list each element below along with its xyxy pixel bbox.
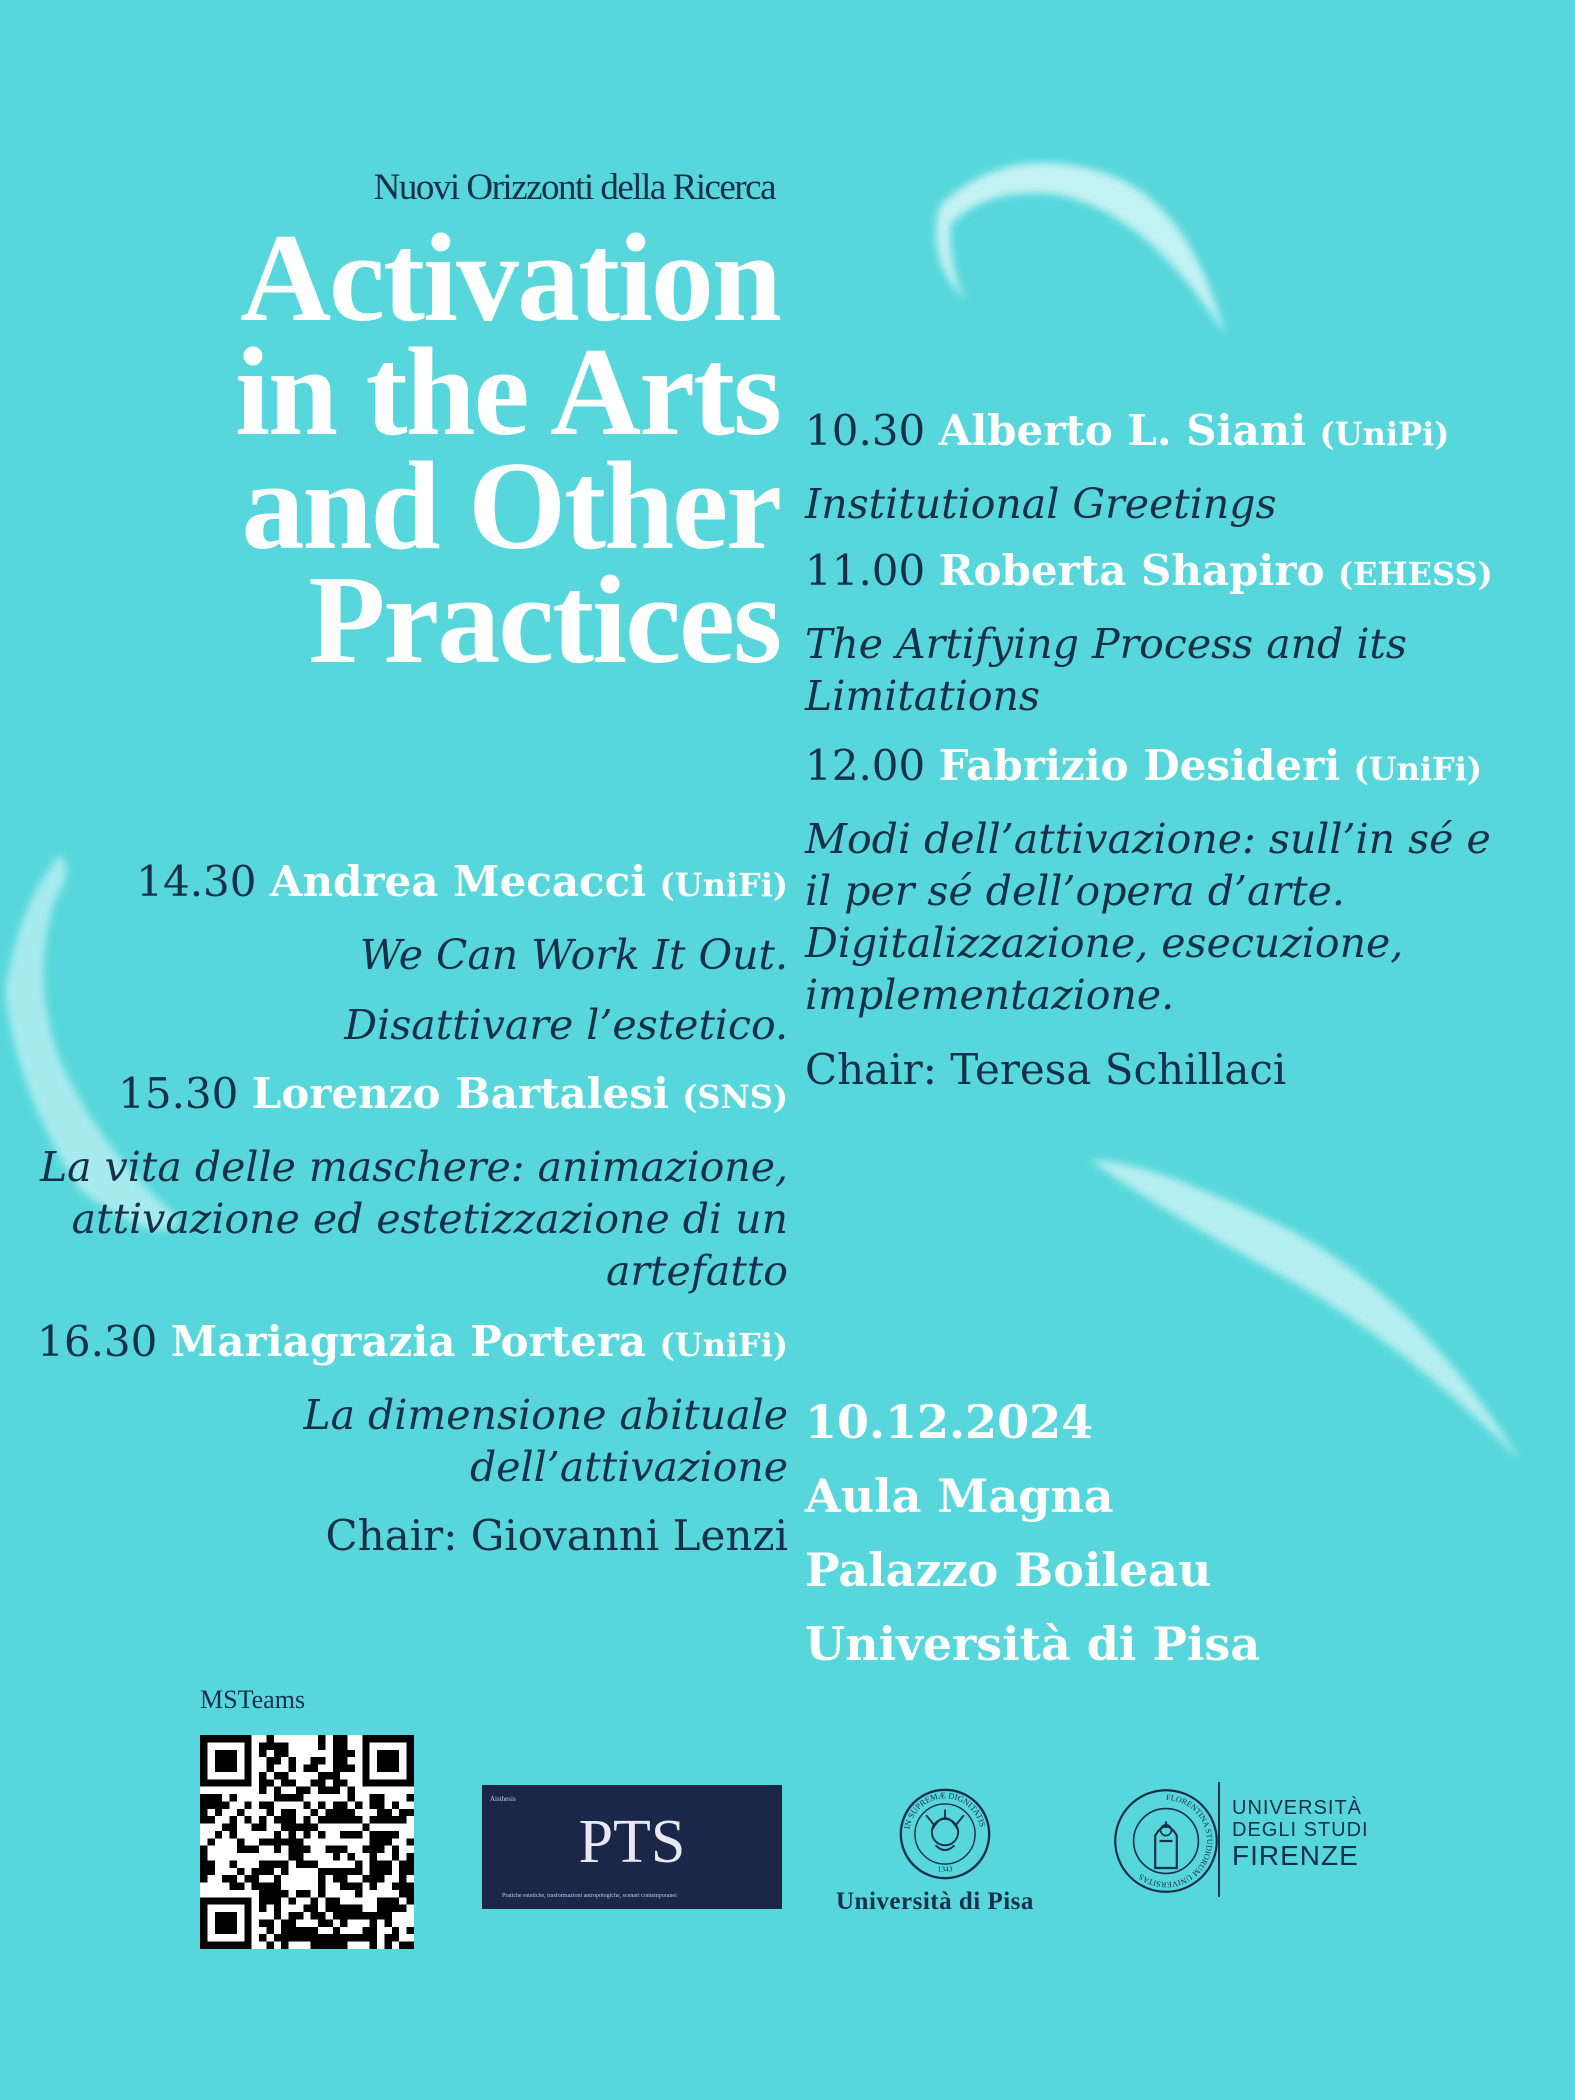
pts-vertical-text: Aisthesis: [490, 1795, 516, 1803]
afternoon-chair: Chair: Giovanni Lenzi: [325, 1511, 788, 1560]
title-line: and Other: [241, 437, 780, 576]
talk-title-line: The Artifying Process and its: [805, 620, 1407, 668]
talk-title-line: Limitations: [805, 672, 1040, 720]
speaker-affiliation: (SNS): [682, 1078, 788, 1116]
speaker-name: Lorenzo Bartalesi: [251, 1069, 669, 1118]
venue-block: [805, 1385, 1260, 1681]
talk-title-line: dell’attivazione: [470, 1443, 788, 1491]
unifi-label-line: FIRENZE: [1232, 1840, 1359, 1871]
talk-title-line: La dimensione abituale: [303, 1391, 788, 1439]
talk-title-line: artefatto: [605, 1247, 788, 1295]
pts-tagline: Pratiche estetiche, trasformazioni antropologiche, scenari contemporanei: [502, 1893, 677, 1899]
speaker-name: Fabrizio Desideri: [938, 741, 1341, 790]
speaker-affiliation: (UniFi): [659, 1326, 788, 1364]
talk-title-line: Modi dell’attivazione: sull’in sé e: [805, 815, 1491, 863]
svg-text:IN SUPREMÆ DIGNITATIS: IN SUPREMÆ DIGNITATIS: [901, 1790, 988, 1830]
session-time: 11.00: [805, 546, 926, 595]
event-series-subtitle: Nuovi Orizzonti della Ricerca: [373, 167, 775, 208]
unifi-seal-icon: [1112, 1787, 1220, 1895]
speaker-name: Mariagrazia Portera: [170, 1317, 647, 1366]
msteams-label: MSTeams: [200, 1685, 306, 1714]
talk-title-line: Digitalizzazione, esecuzione,: [805, 919, 1404, 967]
talk-title-line: il per sé dell’opera d’arte.: [805, 867, 1345, 915]
speaker-affiliation: (UniFi): [1353, 750, 1482, 788]
venue-building: Palazzo Boileau: [805, 1543, 1212, 1597]
title-line: Practices: [308, 551, 780, 690]
talk-title: Institutional Greetings: [805, 480, 1277, 528]
unipi-label: Università di Pisa: [836, 1888, 1034, 1915]
speaker-affiliation: (UniPi): [1319, 415, 1450, 453]
morning-chair: Chair: Teresa Schillaci: [805, 1045, 1287, 1094]
session-time: 12.00: [805, 741, 926, 790]
unifi-label-line: DEGLI STUDI: [1232, 1819, 1369, 1841]
speaker-name: Roberta Shapiro: [938, 546, 1325, 595]
event-title: [60, 209, 780, 690]
event-date: 10.12.2024: [805, 1395, 1094, 1449]
morning-session-2: [805, 545, 1493, 722]
title-line: Activation: [240, 209, 780, 348]
speaker-name: Alberto L. Siani: [938, 406, 1307, 455]
unifi-label-line: UNIVERSITÀ: [1232, 1797, 1363, 1819]
afternoon-session-2: [40, 1068, 788, 1297]
morning-session-3: [805, 740, 1491, 1021]
title-line: in the Arts: [235, 323, 780, 462]
pts-abbr: PTS: [578, 1808, 686, 1876]
session-time: 10.30: [805, 406, 926, 455]
speaker-name: Andrea Mecacci: [269, 857, 647, 906]
talk-title-line: implementazione.: [805, 971, 1175, 1019]
svg-text:FLORENTINA STUDIORUM UNIVERSIT: FLORENTINA STUDIORUM UNIVERSITAS: [1136, 1792, 1215, 1890]
venue-institution: Università di Pisa: [805, 1617, 1261, 1671]
afternoon-session-1: [136, 856, 788, 1051]
session-time: 14.30: [136, 857, 257, 906]
talk-title-line: We Can Work It Out.: [359, 931, 788, 979]
talk-title-line: attivazione ed estetizzazione di un: [71, 1195, 788, 1243]
msteams-qr-code[interactable]: [200, 1735, 414, 1949]
session-time: 15.30: [118, 1069, 239, 1118]
unipi-seal-icon: [898, 1787, 992, 1881]
unifi-label: [1232, 1797, 1369, 1871]
morning-session-1: [805, 405, 1449, 530]
unifi-divider: [1218, 1782, 1220, 1897]
venue-room: Aula Magna: [805, 1469, 1114, 1523]
afternoon-session-3: [37, 1316, 788, 1493]
talk-title-line: La vita delle maschere: animazione,: [39, 1143, 788, 1191]
speaker-affiliation: (EHESS): [1337, 555, 1493, 593]
talk-title-line: Disattivare l’estetico.: [344, 1001, 788, 1049]
speaker-affiliation: (UniFi): [659, 866, 788, 904]
session-time: 16.30: [37, 1317, 158, 1366]
pts-logo: [482, 1785, 782, 1909]
svg-text:1343: 1343: [937, 1864, 953, 1874]
